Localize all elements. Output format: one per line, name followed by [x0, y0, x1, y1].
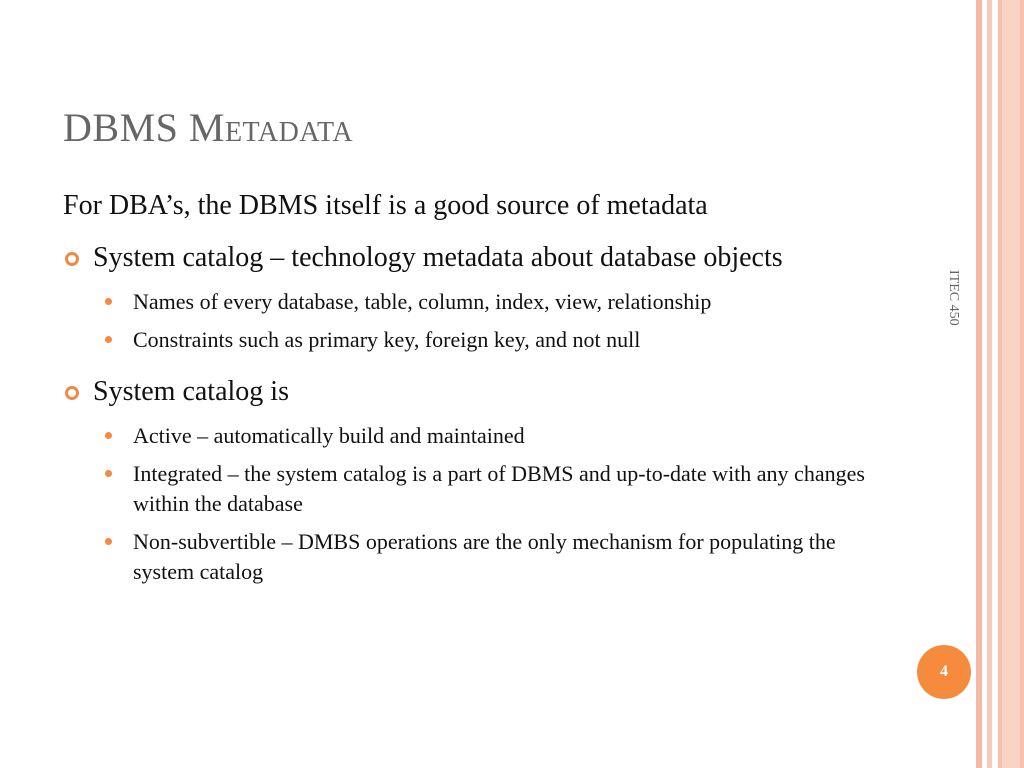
dot-bullet-icon: [105, 336, 112, 343]
bullet-level1: System catalog – technology metadata about database objects: [63, 239, 903, 277]
bullet-level2: Non-subvertible – DMBS operations are the only mechanism for populating the system catalog: [133, 527, 873, 587]
decorative-stripe: [976, 0, 982, 768]
dot-bullet-icon: [105, 538, 112, 545]
dot-bullet-icon: [105, 432, 112, 439]
bullet-level2: Constraints such as primary key, foreign key, and not null: [133, 325, 873, 355]
bullet-level1: System catalog is: [63, 373, 903, 411]
bullet-level2: Names of every database, table, column, index, view, relationship: [133, 287, 873, 317]
decorative-stripe: [998, 0, 1024, 768]
slide-body: [63, 187, 903, 595]
dot-bullet-icon: [105, 470, 112, 477]
slide-title: DBMS Metadata: [63, 105, 354, 150]
intro-text: For DBA’s, the DBMS itself is a good source of metadata: [63, 190, 708, 221]
bullet-level2: Integrated – the system catalog is a part of DBMS and up-to-date with any changes within the database: [133, 459, 873, 519]
course-label: ITEC 450: [946, 270, 961, 326]
decorative-stripe: [987, 0, 992, 768]
page-number-badge: 4: [917, 645, 971, 699]
ring-bullet-icon: [65, 252, 79, 266]
dot-bullet-icon: [105, 298, 112, 305]
ring-bullet-icon: [65, 386, 79, 400]
bullet-level2: Active – automatically build and maintained: [133, 421, 873, 451]
